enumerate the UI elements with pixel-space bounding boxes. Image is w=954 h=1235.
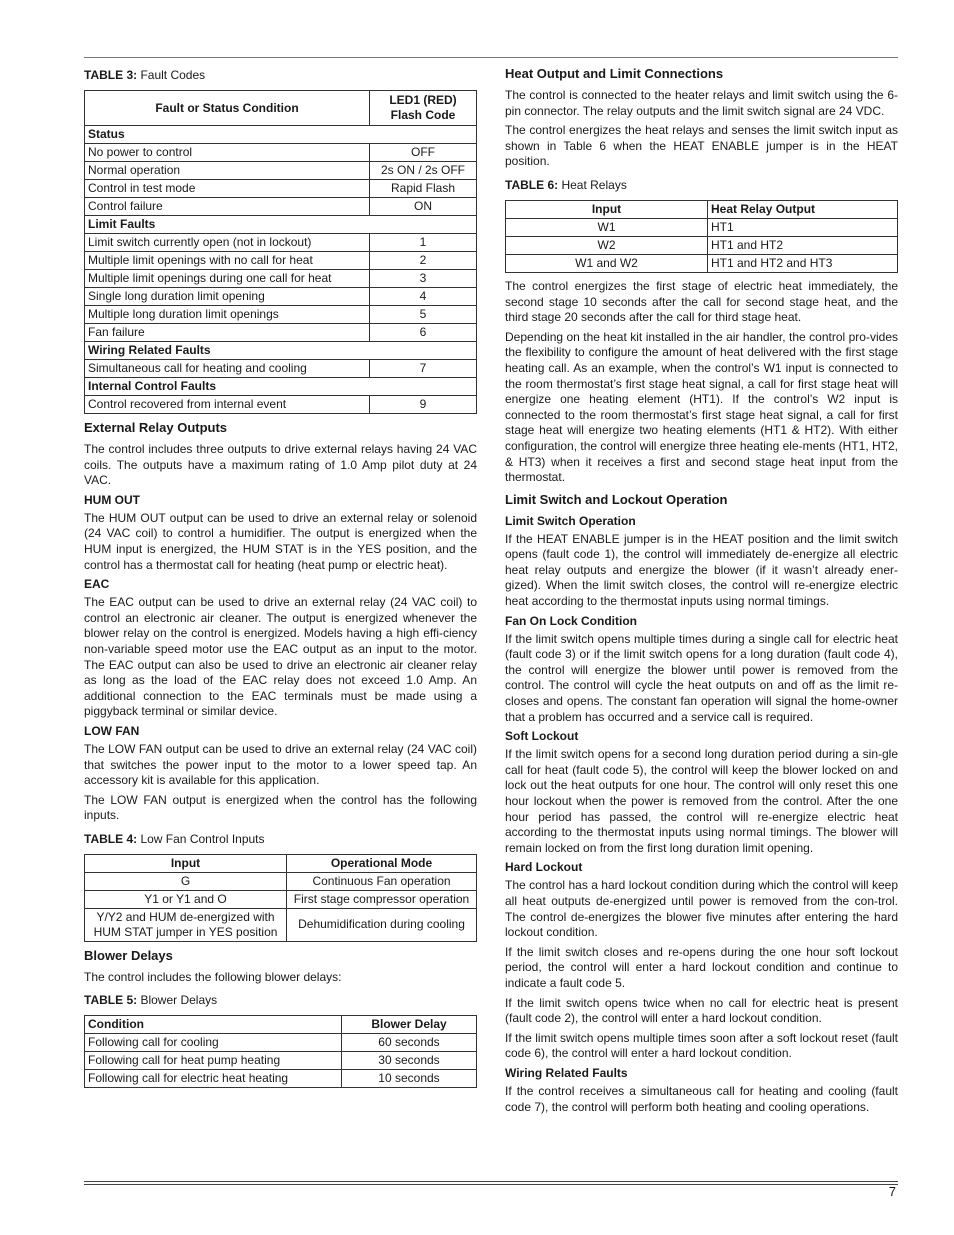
table-row: Multiple limit openings with no call for heat 2 <box>85 252 477 270</box>
table-row: Multiple limit openings during one call for heat 3 <box>85 270 477 288</box>
table-row: Multiple long duration limit openings 5 <box>85 306 477 324</box>
heat-kit-text: Depending on the heat kit installed in the air handler, the control pro-vides the flexibility to configure the amount of heat delivered with the first stage heating call. As an example, when the control’s W1 input is connected to the room thermostat’s first stage heat signal, a call for first stage heat will energize one heating element (HT1). If the control’s W2 input is connected to the room thermostat’s first stage heat signal, a call for first stage heat will energize two heating elements (HT1 & HT2). With either configuration, the control will energize three heating ele-ments (HT1, HT2, & HT3) when it receives a first and second stage heat input from the thermostat. <box>505 329 898 485</box>
blower-delays-table <box>84 1015 477 1088</box>
table-row: Following call for electric heat heating 10 seconds <box>85 1070 477 1088</box>
table-row: Simultaneous call for heating and cooling 7 <box>85 360 477 378</box>
table-row: Following call for cooling 60 seconds <box>85 1034 477 1052</box>
bottom-rule-2 <box>84 1184 898 1185</box>
hard-lockout-heading: Hard Lockout <box>505 860 583 875</box>
table3-caption: TABLE 3: Fault Codes <box>84 68 206 82</box>
wiring-faults-text: If the control receives a simultaneous call for heating and cooling (fault code 7), the control will perform both heating and cooling operations. <box>505 1083 898 1114</box>
hard-lockout-text-1: The control has a hard lockout condition during which the control will keep all heat outputs de-energized until power is removed from the con-trol. The control de-energizes the blower five minutes after entering the hard lockout condition. <box>505 878 898 940</box>
table5-caption: TABLE 5: Blower Delays <box>84 993 218 1008</box>
bottom-rule-1 <box>84 1181 898 1182</box>
eac-text: The EAC output can be used to drive an external relay (24 VAC coil) to control an electronic air cleaner. The output is energized whenever the blower relay on the control is energized. Models having a high effi-ciency non-variable speed motor use the EAC output as an input to the motor. The EAC output can also be used to drive an electronic air cleaner relay as long as the load of the EAC relay does not exceed 1.0 Amp. An additional connection to the EAC terminals must be made using a piggyback terminal or similar device. <box>84 595 477 719</box>
table5-header-condition: Condition <box>85 1016 342 1034</box>
low-fan-heading: LOW FAN <box>84 723 140 738</box>
hard-lockout-text-4: If the limit switch opens multiple times soon after a soft lockout reset (fault code 6), the control will enter a hard lockout condition. <box>505 1030 898 1061</box>
table3-header-led: LED1 (RED) Flash Code <box>370 91 477 126</box>
hard-lockout-text-2: If the limit switch closes and re-opens during the one hour soft lockout period, the control will enter a hard lockout condition and continue to indicate a fault code 5. <box>505 944 898 990</box>
table3-section-internal: Internal Control Faults <box>85 378 477 396</box>
table3-section-wiring: Wiring Related Faults <box>85 342 477 360</box>
table-row: W1 and W2 HT1 and HT2 and HT3 <box>506 254 898 272</box>
table6-header-output: Heat Relay Output <box>708 200 898 218</box>
table3-header-condition: Fault or Status Condition <box>85 91 370 126</box>
limit-op-heading: Limit Switch Operation <box>505 513 636 528</box>
blower-delays-heading: Blower Delays <box>84 947 173 963</box>
table-row: Limit switch currently open (not in lockout) 1 <box>85 234 477 252</box>
table5-header-delay: Blower Delay <box>342 1016 477 1034</box>
top-rule <box>84 57 898 58</box>
heat-relays-table <box>505 200 898 273</box>
hum-out-heading: HUM OUT <box>84 492 140 507</box>
limit-op-text: If the HEAT ENABLE jumper is in the HEAT position and the limit switch opens (fault code 1), the control will immediately de-energize all electric heat relay outputs and energize the blower (if it wasn’t already ener-gized). When the limit switch closes, the control will re-energize electric heat according to the thermostat inputs using normal timings. <box>505 531 898 609</box>
table-row: Y1 or Y1 and O First stage compressor operation <box>85 890 477 908</box>
hard-lockout-text-3: If the limit switch opens twice when no call for electric heat is present (fault code 2), the control will enter a hard lockout condition. <box>505 995 898 1026</box>
fan-on-text: If the limit switch opens multiple times during a single call for electric heat (fault code 3) or if the limit switch opens for a long duration (fault code 4), the control will energize the blower until power is removed from the control. The control will cycle the heat outputs on and off as the limit re-closes and opens. The constant fan operation will signal the home-owner that a problem has occurred and a service call is required. <box>505 631 898 724</box>
fault-codes-table <box>84 90 477 414</box>
hum-out-text: The HUM OUT output can be used to drive an external relay or solenoid (24 VAC coil) to control a humidifier. The output is energized when the HUM input is energized, the HUM STAT is in the YES position, and the control has a thermostat call for heating (heat pump or electric heat). <box>84 510 477 572</box>
heat-output-heading: Heat Output and Limit Connections <box>505 66 724 81</box>
table4-header-mode: Operational Mode <box>287 854 477 872</box>
table3-section-status: Status <box>85 126 477 144</box>
table-row: G Continuous Fan operation <box>85 872 477 890</box>
limit-lockout-heading: Limit Switch and Lockout Operation <box>505 491 728 507</box>
table-row: W1 HT1 <box>506 218 898 236</box>
table6-header-input: Input <box>506 200 708 218</box>
table-row: Single long duration limit opening 4 <box>85 288 477 306</box>
table-row: Control recovered from internal event 9 <box>85 396 477 414</box>
table-row: Following call for heat pump heating 30 seconds <box>85 1052 477 1070</box>
table6-caption: TABLE 6: Heat Relays <box>505 177 627 192</box>
table4-header-input: Input <box>85 854 287 872</box>
table-row: W2 HT1 and HT2 <box>506 236 898 254</box>
page-number: 7 <box>888 1184 896 1199</box>
external-relay-heading: External Relay Outputs <box>84 420 228 435</box>
left-column <box>84 66 477 1094</box>
low-fan-text-1: The LOW FAN output can be used to drive an external relay (24 VAC coil) that switches the power input to the motor to a lower speed tap. An accessory kit is available for this application. <box>84 741 477 788</box>
soft-lockout-heading: Soft Lockout <box>505 729 579 744</box>
blower-delays-text: The control includes the following blower delays: <box>84 969 342 984</box>
table3-section-limit: Limit Faults <box>85 216 477 234</box>
heat-output-text-1: The control is connected to the heater relays and limit switch using the 6-pin connector. The relay outputs and the limit switch signal are 24 VDC. <box>505 88 898 118</box>
wiring-faults-heading: Wiring Related Faults <box>505 1065 628 1080</box>
heat-output-text-2: The control energizes the heat relays and senses the limit switch input as shown in Table 6 when the HEAT ENABLE jumper is in the HEAT position. <box>505 123 898 169</box>
heat-stages-text: The control energizes the first stage of electric heat immediately, the second stage 10 seconds after the call for second stage heat, and the third stage 20 seconds after the call for third stage heat. <box>505 278 898 325</box>
table-row: Normal operation 2s ON / 2s OFF <box>85 162 477 180</box>
table-row: Y/Y2 and HUM de-energized with HUM STAT jumper in YES position Dehumidification during cooling <box>85 908 477 941</box>
table-row: Fan failure 6 <box>85 324 477 342</box>
table4-caption: TABLE 4: Low Fan Control Inputs <box>84 831 265 846</box>
soft-lockout-text: If the limit switch opens for a second long duration period during a sin-gle call for heat (fault code 5), the control will keep the blower locked on and lock out the heat outputs for one hour. The control will only reset this one hour lockout when the power is removed from the control. After the one hour period has passed, the control will re-energize electric heat according to the thermostat inputs using normal timings. The blower will remain locked on from the first long duration limit opening. <box>505 747 898 855</box>
table-row: No power to control OFF <box>85 144 477 162</box>
low-fan-text-2: The LOW FAN output is energized when the control has the following inputs. <box>84 792 477 823</box>
right-column <box>505 66 898 1119</box>
table-row: Control in test mode Rapid Flash <box>85 180 477 198</box>
external-relay-text: The control includes three outputs to drive external relays having 24 VAC coils. The outputs have a maximum rating of 1.0 Amp pilot duty at 24 VAC. <box>84 442 477 488</box>
eac-heading: EAC <box>84 577 110 592</box>
fan-on-heading: Fan On Lock Condition <box>505 613 637 628</box>
low-fan-inputs-table <box>84 854 477 942</box>
table-row: Control failure ON <box>85 198 477 216</box>
